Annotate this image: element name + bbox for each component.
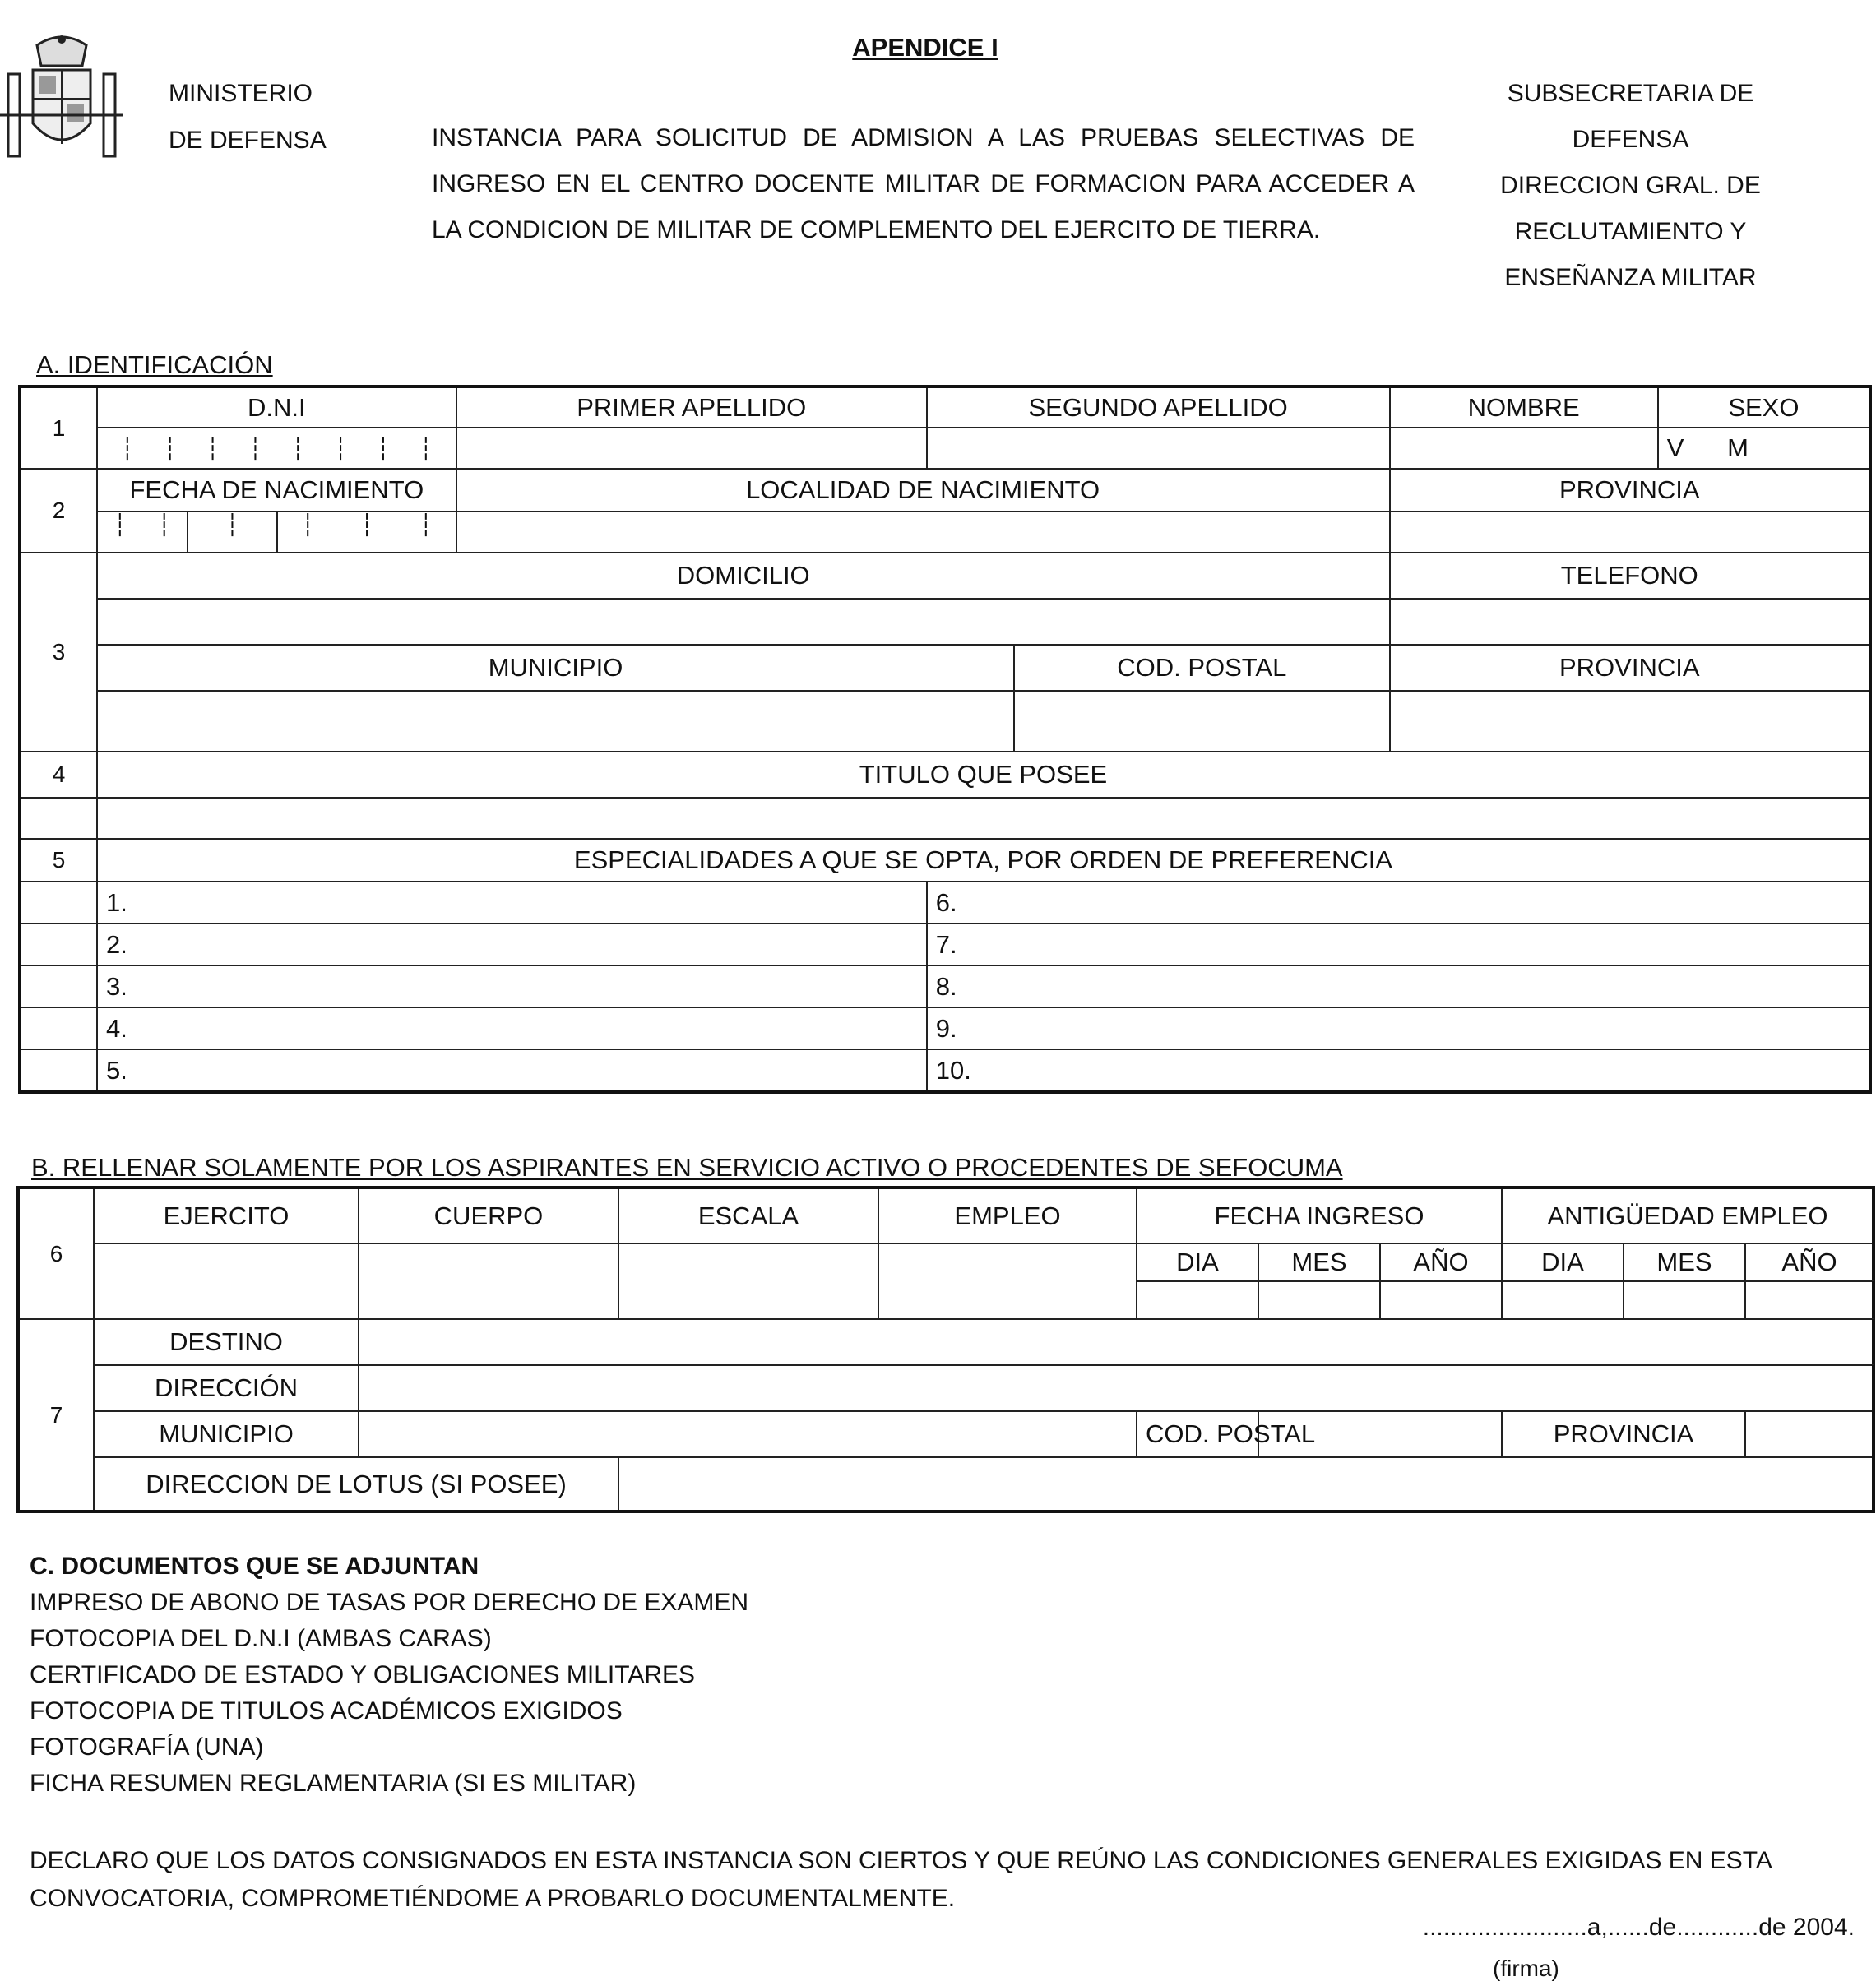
destino-label: DESTINO bbox=[94, 1319, 359, 1365]
row-number-spacer bbox=[20, 1049, 97, 1092]
antiguedad-dia-label: DIA bbox=[1502, 1243, 1624, 1281]
sexo-label: SEXO bbox=[1658, 387, 1870, 428]
dni-label: D.N.I bbox=[97, 387, 456, 428]
subsecretaria-line: RECLUTAMIENTO Y bbox=[1514, 218, 1747, 245]
row-number: 3 bbox=[20, 553, 97, 752]
sexo-v-option[interactable]: V bbox=[1666, 433, 1684, 462]
ingreso-dia-field[interactable] bbox=[1137, 1281, 1258, 1319]
subsecretaria-line: SUBSECRETARIA DE bbox=[1507, 80, 1754, 107]
especialidad-field[interactable]: 1. bbox=[97, 882, 927, 924]
especialidades-label: ESPECIALIDADES A QUE SE OPTA, POR ORDEN DE PREFERENCIA bbox=[97, 839, 1870, 882]
ingreso-ano-field[interactable] bbox=[1380, 1281, 1502, 1319]
section-b-table bbox=[16, 1186, 1875, 1513]
row-number-spacer bbox=[20, 1007, 97, 1049]
intro-text: INSTANCIA PARA SOLICITUD DE ADMISION A LAS PRUEBAS SELECTIVAS DE INGRESO EN EL CENTRO DOCENTE MILITAR DE FORMACION PARA ACCEDER A LA CONDICION DE MILITAR DE COMPLEMENTO DEL EJERCITO DE TIERRA. bbox=[432, 124, 1415, 243]
provincia-nacimiento-label: PROVINCIA bbox=[1390, 469, 1871, 512]
especialidad-field[interactable]: 5. bbox=[97, 1049, 927, 1092]
antiguedad-dia-field[interactable] bbox=[1502, 1281, 1624, 1319]
antiguedad-empleo-label: ANTIGÜEDAD EMPLEO bbox=[1502, 1187, 1874, 1243]
row-number-spacer bbox=[20, 965, 97, 1007]
section-c-title: C. DOCUMENTOS QUE SE ADJUNTAN bbox=[30, 1553, 479, 1580]
telefono-field[interactable] bbox=[1390, 599, 1871, 645]
especialidad-field[interactable]: 3. bbox=[97, 965, 927, 1007]
ingreso-dia-label: DIA bbox=[1137, 1243, 1258, 1281]
localidad-nacimiento-label: LOCALIDAD DE NACIMIENTO bbox=[456, 469, 1390, 512]
localidad-nacimiento-field[interactable] bbox=[456, 512, 1390, 553]
section-a-title: A. IDENTIFICACIÓN bbox=[36, 350, 273, 379]
empleo-label: EMPLEO bbox=[878, 1187, 1137, 1243]
apendice-title: APENDICE I bbox=[852, 33, 998, 62]
domicilio-label: DOMICILIO bbox=[97, 553, 1390, 599]
empleo-field[interactable] bbox=[878, 1243, 1137, 1319]
titulo-label: TITULO QUE POSEE bbox=[97, 752, 1870, 798]
coat-of-arms-icon bbox=[0, 33, 123, 164]
row-number: 4 bbox=[20, 752, 97, 798]
destino-field[interactable] bbox=[359, 1319, 1874, 1365]
year-ticks: ┆ ┆ ┆ bbox=[301, 512, 433, 537]
date-line: ........................a,......de............de 2004. bbox=[1422, 1914, 1855, 1941]
row-number-spacer bbox=[20, 924, 97, 965]
cod-postal-field[interactable] bbox=[1014, 691, 1389, 752]
document-item: FOTOCOPIA DEL D.N.I (AMBAS CARAS) bbox=[30, 1625, 492, 1652]
segundo-apellido-label: SEGUNDO APELLIDO bbox=[927, 387, 1390, 428]
row-number: 2 bbox=[20, 469, 97, 553]
provincia-domicilio-field[interactable] bbox=[1390, 691, 1871, 752]
especialidad-field[interactable]: 2. bbox=[97, 924, 927, 965]
fecha-ingreso-label: FECHA INGRESO bbox=[1137, 1187, 1502, 1243]
row-number-spacer bbox=[20, 798, 97, 839]
ministry-name bbox=[169, 70, 327, 164]
cod-postal-label: COD. POSTAL bbox=[1014, 645, 1389, 691]
ingreso-mes-label: MES bbox=[1258, 1243, 1380, 1281]
especialidad-field[interactable]: 9. bbox=[927, 1007, 1870, 1049]
cod-postal-b-label: COD. POSTAL bbox=[1137, 1411, 1258, 1457]
cuerpo-label: CUERPO bbox=[359, 1187, 618, 1243]
ingreso-mes-field[interactable] bbox=[1258, 1281, 1380, 1319]
sexo-m-option[interactable]: M bbox=[1727, 433, 1749, 462]
row-number-spacer bbox=[20, 882, 97, 924]
municipio-b-label: MUNICIPIO bbox=[94, 1411, 359, 1457]
subsecretaria-line: DIRECCION GRAL. DE bbox=[1500, 172, 1761, 199]
ejercito-field[interactable] bbox=[94, 1243, 359, 1319]
fecha-nacimiento-label: FECHA DE NACIMIENTO bbox=[97, 469, 456, 512]
ejercito-label: EJERCITO bbox=[94, 1187, 359, 1243]
subsecretaria-line: DEFENSA bbox=[1572, 126, 1689, 153]
document-item: IMPRESO DE ABONO DE TASAS POR DERECHO DE EXAMEN bbox=[30, 1589, 749, 1616]
provincia-b-field[interactable] bbox=[1745, 1411, 1874, 1457]
ministry-line-1: MINISTERIO bbox=[169, 80, 313, 107]
segundo-apellido-field[interactable] bbox=[927, 428, 1390, 469]
ministry-line-2: DE DEFENSA bbox=[169, 127, 327, 154]
fecha-nacimiento-field[interactable] bbox=[97, 512, 456, 553]
dni-field[interactable] bbox=[97, 428, 456, 469]
lotus-label: DIRECCION DE LOTUS (SI POSEE) bbox=[94, 1457, 618, 1511]
especialidad-field[interactable]: 4. bbox=[97, 1007, 927, 1049]
section-b-title: B. RELLENAR SOLAMENTE POR LOS ASPIRANTES EN SERVICIO ACTIVO O PROCEDENTES DE SEFOCUMA bbox=[31, 1153, 1343, 1182]
row-number: 6 bbox=[18, 1187, 94, 1319]
municipio-label: MUNICIPIO bbox=[97, 645, 1014, 691]
primer-apellido-label: PRIMER APELLIDO bbox=[456, 387, 927, 428]
row-number: 1 bbox=[20, 387, 97, 469]
direccion-field[interactable] bbox=[359, 1365, 1874, 1411]
document-item: CERTIFICADO DE ESTADO Y OBLIGACIONES MILITARES bbox=[30, 1661, 696, 1688]
declaration-text: DECLARO QUE LOS DATOS CONSIGNADOS EN ESTA INSTANCIA SON CIERTOS Y QUE REÚNO LAS CONDICIONES GENERALES EXIGIDAS EN ESTA CONVOCATORIA, COMPROMETIÉNDOME A PROBARLO DOCUMENTALMENTE. bbox=[30, 1847, 1772, 1912]
domicilio-field[interactable] bbox=[97, 599, 1390, 645]
municipio-field[interactable] bbox=[97, 691, 1014, 752]
especialidad-field[interactable]: 10. bbox=[927, 1049, 1870, 1092]
subsecretaria-line: ENSEÑANZA MILITAR bbox=[1504, 264, 1757, 291]
titulo-field[interactable] bbox=[97, 798, 1870, 839]
document-item: FOTOCOPIA DE TITULOS ACADÉMICOS EXIGIDOS bbox=[30, 1697, 623, 1724]
lotus-field[interactable] bbox=[618, 1457, 1874, 1511]
antiguedad-ano-field[interactable] bbox=[1745, 1281, 1874, 1319]
provincia-b-label: PROVINCIA bbox=[1502, 1411, 1745, 1457]
month-ticks: ┆ bbox=[188, 512, 279, 552]
especialidad-field[interactable]: 7. bbox=[927, 924, 1870, 965]
telefono-label: TELEFONO bbox=[1390, 553, 1871, 599]
provincia-domicilio-label: PROVINCIA bbox=[1390, 645, 1871, 691]
section-c bbox=[30, 1549, 748, 1802]
escala-label: ESCALA bbox=[618, 1187, 878, 1243]
ingreso-ano-label: AÑO bbox=[1380, 1243, 1502, 1281]
cuerpo-field[interactable] bbox=[359, 1243, 618, 1319]
especialidad-field[interactable]: 6. bbox=[927, 882, 1870, 924]
municipio-b-field[interactable] bbox=[359, 1411, 1137, 1457]
subsecretaria-block bbox=[1464, 71, 1797, 301]
antiguedad-mes-label: MES bbox=[1624, 1243, 1745, 1281]
row-number: 5 bbox=[20, 839, 97, 882]
escala-field[interactable] bbox=[618, 1243, 878, 1319]
antiguedad-ano-label: AÑO bbox=[1745, 1243, 1874, 1281]
day-ticks: ┆ ┆ bbox=[98, 512, 188, 552]
firma-label: (firma) bbox=[1493, 1956, 1559, 1981]
row-number: 7 bbox=[18, 1319, 94, 1511]
section-a-table bbox=[18, 385, 1872, 1094]
primer-apellido-field[interactable] bbox=[456, 428, 927, 469]
sexo-field[interactable] bbox=[1658, 428, 1870, 469]
nombre-label: NOMBRE bbox=[1390, 387, 1658, 428]
nombre-field[interactable] bbox=[1390, 428, 1658, 469]
document-item: FOTOGRAFÍA (UNA) bbox=[30, 1734, 264, 1761]
document-item: FICHA RESUMEN REGLAMENTARIA (SI ES MILITAR) bbox=[30, 1770, 637, 1797]
antiguedad-mes-field[interactable] bbox=[1624, 1281, 1745, 1319]
direccion-label: DIRECCIÓN bbox=[94, 1365, 359, 1411]
provincia-nacimiento-field[interactable] bbox=[1390, 512, 1871, 553]
dni-digit-ticks: ┆ ┆ ┆ ┆ ┆ ┆ ┆ ┆ bbox=[121, 435, 433, 461]
especialidad-field[interactable]: 8. bbox=[927, 965, 1870, 1007]
